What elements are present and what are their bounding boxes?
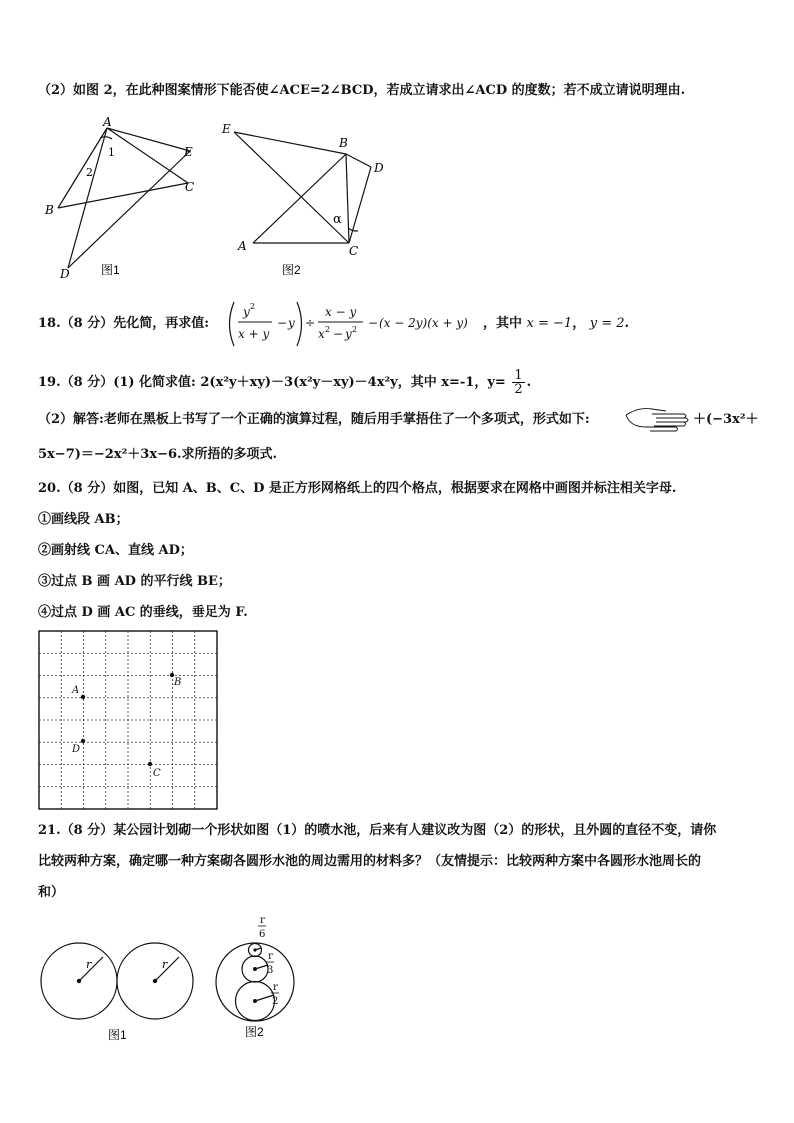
q20-grid <box>38 630 220 812</box>
label-C: C <box>153 768 161 779</box>
svg-text:2: 2 <box>352 325 358 334</box>
svg-text:(x − 2y)(x + y): (x − 2y)(x + y) <box>379 316 468 330</box>
q18-comma: ， <box>572 316 586 331</box>
figure-caption: 图2 <box>245 1025 264 1039</box>
svg-text:y: y <box>288 316 295 330</box>
q21-figure-2 <box>205 912 310 1042</box>
q20-item-1: ①画线段 AB； <box>38 512 129 527</box>
frac-den: 2 <box>514 382 523 397</box>
q18-end: . <box>624 316 630 331</box>
q19-line1 <box>38 369 531 396</box>
svg-text:y: y <box>243 305 250 319</box>
svg-text:x + y: x + y <box>238 327 270 341</box>
svg-text:x: x <box>318 327 325 341</box>
label-angle-1: 1 <box>108 146 115 159</box>
label-A: A <box>103 116 112 129</box>
q18-cond-y: y = 2 <box>589 316 625 331</box>
svg-text:−: − <box>368 316 379 330</box>
q20-title: 20.（8 分）如图，已知 A、B、C、D 是正方形网格纸上的四个格点，根据要求在网格中画图并标注相关字母. <box>38 481 677 496</box>
figure-caption: 图1 <box>101 263 120 277</box>
label-r3-den: 3 <box>267 965 274 976</box>
label-alpha: α <box>333 212 342 227</box>
figure-caption: 图1 <box>108 1028 127 1042</box>
radius-label: r <box>86 958 92 971</box>
label-D: D <box>60 267 70 281</box>
point-A <box>81 695 85 699</box>
q21-line1: 21.（8 分）某公园计划砌一个形状如图（1）的喷水池，后来有人建议改为图（2）的形状，且外圆的直径不变，请你 <box>38 823 717 838</box>
point-D <box>81 739 85 743</box>
label-A: A <box>238 239 247 253</box>
q18-middle: ，其中 <box>483 316 523 331</box>
figure-caption: 图2 <box>282 263 301 277</box>
label-E: E <box>222 122 231 136</box>
label-B: B <box>174 677 182 688</box>
label-r6-num: r <box>260 915 265 926</box>
q18-cond-x: x = −1 <box>526 316 573 331</box>
svg-text:2: 2 <box>250 302 256 311</box>
q18-expression <box>225 298 480 350</box>
label-r6-den: 6 <box>259 929 266 940</box>
svg-text:y: y <box>345 327 352 341</box>
label-C: C <box>349 244 359 258</box>
label-r2-den: 2 <box>272 996 279 1007</box>
q21-line2: 比较两种方案，确定哪一种方案砌各圆形水池的周边需用的材料多？（友情提示：比较两种方案中各圆形水池周长的 <box>38 854 702 869</box>
q20-item-4: ④过点 D 画 AC 的垂线，垂足为 F. <box>38 605 248 620</box>
q20-item-2: ②画射线 CA、直线 AD； <box>38 543 193 558</box>
svg-text:−: − <box>277 316 288 330</box>
frac-num: 1 <box>514 368 523 383</box>
q17-figure-2 <box>218 116 393 281</box>
q18-prefix: 18.（8 分）先化简，再求值: <box>38 316 209 331</box>
q18-conditions <box>483 315 629 333</box>
svg-text:−: − <box>333 327 344 341</box>
label-D: D <box>72 744 81 755</box>
q19-line2: （2）解答:老师在黑板上书写了一个正确的演算过程，随后用手掌捂住了一个多项式，形式如下: <box>38 412 590 427</box>
q20-item-3: ③过点 B 画 AD 的平行线 BE； <box>38 574 231 589</box>
q21-figure-1 <box>38 935 198 1047</box>
svg-text:x − y: x − y <box>325 305 357 319</box>
label-angle-2: 2 <box>86 166 93 179</box>
label-r3-num: r <box>268 951 273 962</box>
label-B: B <box>45 203 54 217</box>
hand-icon <box>624 403 692 433</box>
radius-label: r <box>162 958 168 971</box>
q17-part2-text: （2）如图 2，在此种图案情形下能否使∠ACE=2∠BCD，若成立请求出∠ACD 的度数；若不成立请说明理由. <box>38 83 686 98</box>
q19-line1-end: . <box>526 375 532 390</box>
label-A: A <box>72 685 80 696</box>
label-B: B <box>339 136 348 150</box>
svg-text:2: 2 <box>325 325 331 334</box>
label-r2-num: r <box>273 982 278 993</box>
label-D: D <box>374 161 384 175</box>
svg-text:÷: ÷ <box>305 316 316 330</box>
label-C: C <box>185 180 195 194</box>
q21-line3: 和） <box>38 885 65 900</box>
q19-line1-text: 19.（8 分）(1) 化简求值: 2(x²y＋xy)－3(x²y－xy)－4x²y，其中 x=-1，y= <box>38 375 506 390</box>
q19-line2-tail: ＋(−3x²＋ <box>693 412 759 427</box>
q17-figure-1 <box>40 116 210 281</box>
q19-fraction <box>512 369 524 396</box>
q19-line3: 5x−7)＝−2x²＋3x−6.求所捂的多项式. <box>38 447 278 462</box>
point-C <box>148 762 152 766</box>
label-E: E <box>184 145 193 159</box>
